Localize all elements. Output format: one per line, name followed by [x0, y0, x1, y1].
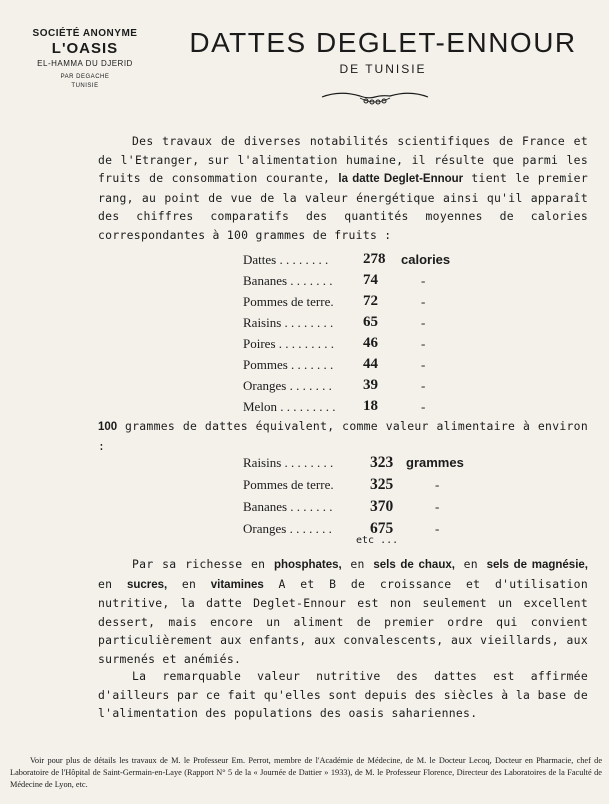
fruit-label: Bananes . . . . . . . — [243, 499, 333, 514]
nutrient-sugars: sucres, — [126, 578, 168, 591]
nutrient-vitamins: vitamines — [210, 578, 264, 591]
fruit-label: Oranges . . . . . . . — [243, 521, 332, 536]
fruit-label: Melon . . . . . . . . . — [243, 399, 336, 414]
fruit-label: Pommes . . . . . . . — [243, 357, 334, 372]
footnote: Voir pour plus de détails les travaux de M. le Professeur Em. Perrot, membre de l'Académie de Médecine, de M. le Docteur Lecoq, Docteur en Pharmacie, chef de Laboratoire de l'Hôpital de Saint-Germain-en-Laye (Rapport N° 5 de la « Journée de Dattier » 1933), de M. le Professeur Florence, Directeur des Laboratoires de la Faculté de Médecine de Lyon, etc. — [10, 756, 602, 789]
company-type: SOCIÉTÉ ANONYME — [32, 28, 138, 39]
calorie-value: 65 — [363, 314, 378, 330]
title-sub: DE TUNISIE — [339, 62, 427, 76]
table-row — [243, 333, 503, 354]
ditto-mark: - — [435, 521, 440, 536]
fruit-label: Oranges . . . . . . . — [243, 378, 332, 393]
ditto-mark: - — [421, 378, 426, 393]
nutrient-magnesium: sels de magnésie, — [486, 559, 588, 571]
ditto-mark: - — [421, 294, 426, 309]
fruit-label: Pommes de terre. — [243, 294, 334, 309]
equivalence-table — [243, 452, 503, 540]
company-via: PAR DEGACHE — [60, 74, 110, 80]
table-row — [243, 312, 503, 333]
calorie-value: 44 — [363, 356, 378, 372]
conclusion-text: La remarquable valeur nutritive des dattes est affirmée d'ailleurs par ce fait qu'elles sont depuis des siècles à la base de l'alimentation des populations des oasis sahariennes. — [98, 669, 588, 720]
gram-unit: grammes — [406, 455, 464, 470]
nutrients-paragraph — [98, 555, 588, 668]
company-country: TUNISIE — [71, 83, 99, 89]
table-row — [243, 249, 503, 270]
intro-text-a: Des travaux de diverses notabilités scientifiques de France et de l'Etranger, sur l'alimentation humaine, il résulte que parmi les fruits de consommation courante, — [98, 134, 588, 185]
gram-value: 325 — [370, 476, 394, 493]
table-row — [243, 375, 503, 396]
company-name: L'OASIS — [51, 40, 119, 57]
table-row — [243, 452, 503, 474]
calorie-value: 278 — [363, 251, 386, 267]
decorative-flourish-icon — [320, 88, 430, 106]
ditto-mark: - — [435, 499, 440, 514]
calorie-value: 72 — [363, 293, 378, 309]
gram-value: 323 — [370, 454, 394, 471]
nutrients-text: en — [341, 557, 374, 571]
fruit-label: Raisins . . . . . . . . — [243, 315, 334, 330]
table-row — [243, 291, 503, 312]
etc-text: etc ... — [356, 535, 399, 546]
intro-text-b: tient le premier rang, au point de vue de la valeur énergétique ainsi qu'il apparaît des chiffres comparatifs des quantités moyennes de calories correspondantes à 100 grammes de fruits : — [98, 171, 588, 242]
equivalence-paragraph — [98, 417, 588, 455]
nutrients-text: en — [454, 557, 487, 571]
ditto-mark: - — [435, 477, 440, 492]
intro-paragraph — [98, 132, 588, 244]
equivalence-bold: 100 — [98, 421, 118, 433]
letterhead — [10, 28, 160, 89]
title-main: DATTES DEGLET-ENNOUR — [189, 27, 577, 58]
nutrients-text: A et B de croissance et d'utilisation nutritive, la datte Deglet-Ennour est non seulement un excellent dessert, mais encore un aliment de premier ordre qui convient particulièrement aux enfants, aux convalescents, aux vieillards, aux surmenés et anémiés. — [98, 576, 588, 666]
calories-table — [243, 249, 503, 417]
nutrient-calcium: sels de chaux, — [373, 559, 455, 571]
table-row — [243, 354, 503, 375]
document-title — [160, 27, 606, 76]
table-row — [243, 474, 503, 496]
calorie-value: 74 — [363, 272, 378, 288]
fruit-label: Pommes de terre. — [243, 477, 334, 492]
table-row — [243, 396, 503, 417]
table-row — [243, 496, 503, 518]
gram-value: 675 — [370, 520, 394, 537]
nutrient-phosphates: phosphates, — [273, 559, 342, 571]
ditto-mark: - — [421, 273, 426, 288]
ditto-mark: - — [421, 315, 426, 330]
fruit-label: Poires . . . . . . . . . — [243, 336, 334, 351]
calorie-value: 39 — [363, 377, 378, 393]
gram-value: 370 — [370, 498, 394, 515]
nutrients-text: Par sa richesse en — [132, 557, 274, 571]
calorie-value: 46 — [363, 335, 378, 351]
intro-bold: la datte Deglet-Ennour — [338, 173, 464, 185]
nutrients-text: en — [167, 576, 211, 591]
calorie-value: 18 — [363, 398, 378, 414]
table-row — [243, 270, 503, 291]
fruit-label: Raisins . . . . . . . . — [243, 455, 334, 470]
ditto-mark: - — [421, 399, 426, 414]
equivalence-text: grammes de dattes équivalent, comme valeur alimentaire à environ : — [98, 419, 588, 453]
fruit-label: Bananes . . . . . . . — [243, 273, 333, 288]
ditto-mark: - — [421, 336, 426, 351]
ditto-mark: - — [421, 357, 426, 372]
calorie-unit: calories — [401, 252, 451, 267]
conclusion-paragraph — [98, 667, 588, 723]
nutrients-text: en — [98, 576, 127, 591]
fruit-label: Dattes . . . . . . . . — [243, 252, 329, 267]
company-location: EL-HAMMA DU DJERID — [37, 59, 133, 68]
